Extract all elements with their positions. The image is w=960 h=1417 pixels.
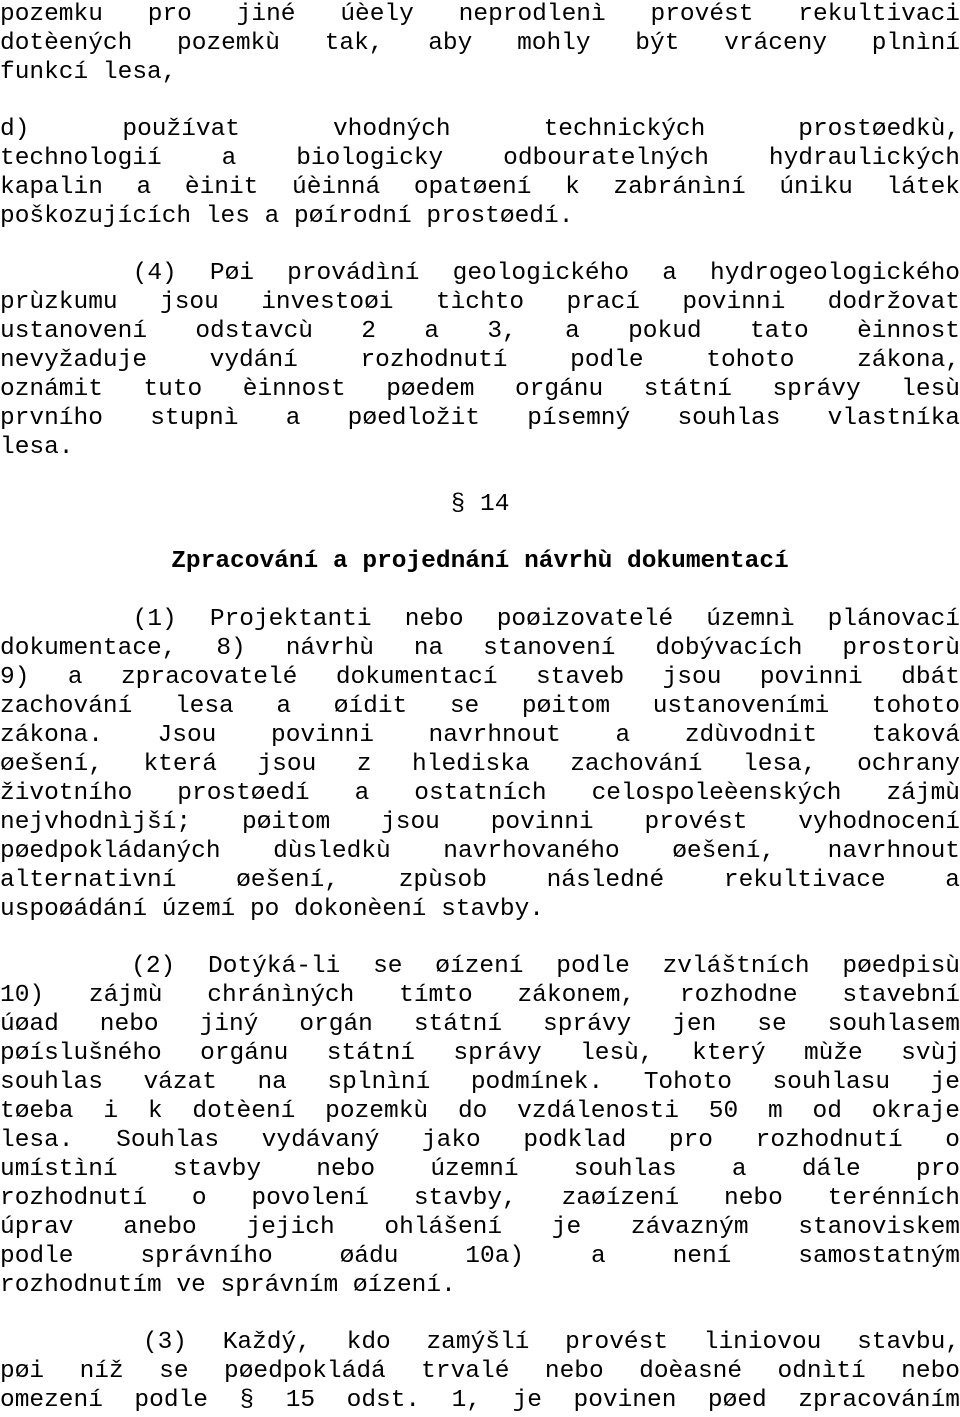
section-title: Zpracování a projednání návrhù dokumentací [171, 548, 789, 575]
text-line: d) používat vhodných technických prostøedkù, [0, 116, 960, 143]
text-line: rozhodnutím ve správním øízení. [0, 1272, 456, 1299]
text-line: 10) zájmù chránìných tímto zákonem, rozhodne stavební [0, 982, 960, 1009]
text-line: dokumentace, 8) návrhù na stanovení dobývacích prostorù [0, 635, 960, 662]
text-line: technologií a biologicky odbouratelných hydraulických [0, 145, 960, 172]
text-line: oznámit tuto èinnost pøedem orgánu státní správy lesù [0, 376, 960, 403]
text-line: pøedpokládaných dùsledkù navrhovaného øešení, navrhnout [0, 838, 960, 865]
text-line: prvního stupnì a pøedložit písemný souhlas vlastníka [0, 405, 960, 432]
paragraph-1-first-line: (1) Projektanti nebo poøizovatelé územnì plánovací [0, 606, 960, 633]
text-line: alternativní øešení, zpùsob následné rekultivace a [0, 867, 960, 894]
text-line: úøad nebo jiný orgán státní správy jen se souhlasem [0, 1011, 960, 1038]
text-line: nevyžaduje vydání rozhodnutí podle tohoto zákona, [0, 347, 960, 374]
paragraph-3-first-line: (3) Každý, kdo zamýšlí provést liniovou stavbu, [0, 1329, 960, 1356]
text-line: 9) a zpracovatelé dokumentací staveb jsou povinni dbát [0, 664, 960, 691]
text-line: poškozujících les a pøírodní prostøedí. [0, 203, 574, 230]
text-line: nejvhodnìjší; pøitom jsou povinni provést vyhodnocení [0, 809, 960, 836]
section-number: § 14 [450, 491, 510, 518]
text-line: funkcí lesa, [0, 59, 177, 86]
text-line: zákona. Jsou povinni navrhnout a zdùvodnit taková [0, 722, 960, 749]
text-line: pozemku pro jiné úèely neprodlenì provést rekultivaci [0, 1, 960, 28]
text-line: úprav anebo jejich ohlášení je závazným stanoviskem [0, 1214, 960, 1241]
text-line: životního prostøedí a ostatních celospoleèenských zájmù [0, 780, 960, 807]
paragraph-2-first-line: (2) Dotýká-li se øízení podle zvláštních pøedpisù [0, 953, 960, 980]
text-line: umístìní stavby nebo územní souhlas a dále pro [0, 1156, 960, 1183]
text-line: lesa. Souhlas vydávaný jako podklad pro rozhodnutí o [0, 1127, 960, 1154]
text-line: lesa. [0, 434, 74, 461]
text-line: kapalin a èinit úèinná opatøení k zabránìní úniku látek [0, 174, 960, 201]
text-line: zachování lesa a øídit se pøitom ustanoveními tohoto [0, 693, 960, 720]
text-line: ustanovení odstavcù 2 a 3, a pokud tato èinnost [0, 318, 960, 345]
text-line: prùzkumu jsou investoøi tìchto prací povinni dodržovat [0, 289, 960, 316]
text-line: uspoøádání území po dokonèení stavby. [0, 896, 544, 923]
text-line: souhlas vázat na splnìní podmínek. Tohoto souhlasu je [0, 1069, 960, 1096]
text-line: dotèených pozemkù tak, aby mohly být vráceny plnìní [0, 30, 960, 57]
text-line: pøíslušného orgánu státní správy lesù, který mùže svùj [0, 1040, 960, 1067]
text-line: podle správního øádu 10a) a není samostatným [0, 1243, 960, 1270]
text-line: rozhodnutí o povolení stavby, zaøízení nebo terénních [0, 1185, 960, 1212]
text-line: pøi níž se pøedpokládá trvalé nebo doèasné odnìtí nebo [0, 1358, 960, 1385]
paragraph-4-first-line: (4) Pøi provádìní geologického a hydrogeologického [0, 260, 960, 287]
text-line: øešení, která jsou z hlediska zachování lesa, ochrany [0, 751, 960, 778]
text-line: omezení podle § 15 odst. 1, je povinen pøed zpracováním [0, 1387, 960, 1414]
text-line: tøeba i k dotèení pozemkù do vzdálenosti 50 m od okraje [0, 1098, 960, 1125]
